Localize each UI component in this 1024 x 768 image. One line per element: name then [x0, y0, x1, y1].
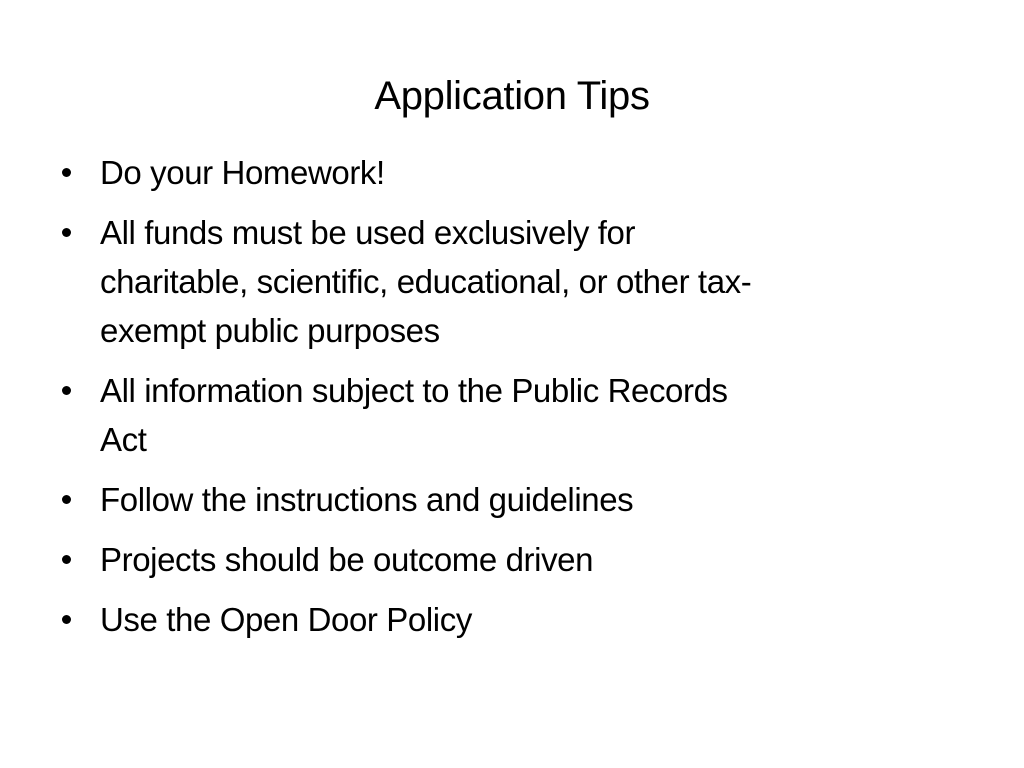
bullet-dot-icon	[62, 495, 71, 504]
bullet-text: Projects should be outcome driven	[100, 541, 594, 578]
slide-title: Application Tips	[374, 74, 650, 118]
bullet-item	[62, 366, 962, 464]
bullet-dot-icon	[62, 555, 71, 564]
bullet-item	[62, 208, 980, 355]
bullet-item	[62, 535, 962, 584]
bullet-text: All information subject to the Public Records Act	[100, 372, 728, 458]
bullet-text: All funds must be used exclusively for charitable, scientific, educational, or other tax- exempt public purposes	[100, 214, 752, 349]
bullet-dot-icon	[62, 168, 71, 177]
bullet-item	[62, 475, 962, 524]
bullet-dot-icon	[62, 615, 71, 624]
bullet-item	[62, 595, 962, 644]
bullet-text: Follow the instructions and guidelines	[100, 481, 634, 518]
bullet-dot-icon	[62, 228, 71, 237]
bullet-text: Do your Homework!	[100, 154, 385, 191]
bullet-dot-icon	[62, 386, 71, 395]
bullet-item	[62, 148, 962, 197]
bullet-text: Use the Open Door Policy	[100, 601, 472, 638]
bullet-list	[62, 148, 962, 655]
